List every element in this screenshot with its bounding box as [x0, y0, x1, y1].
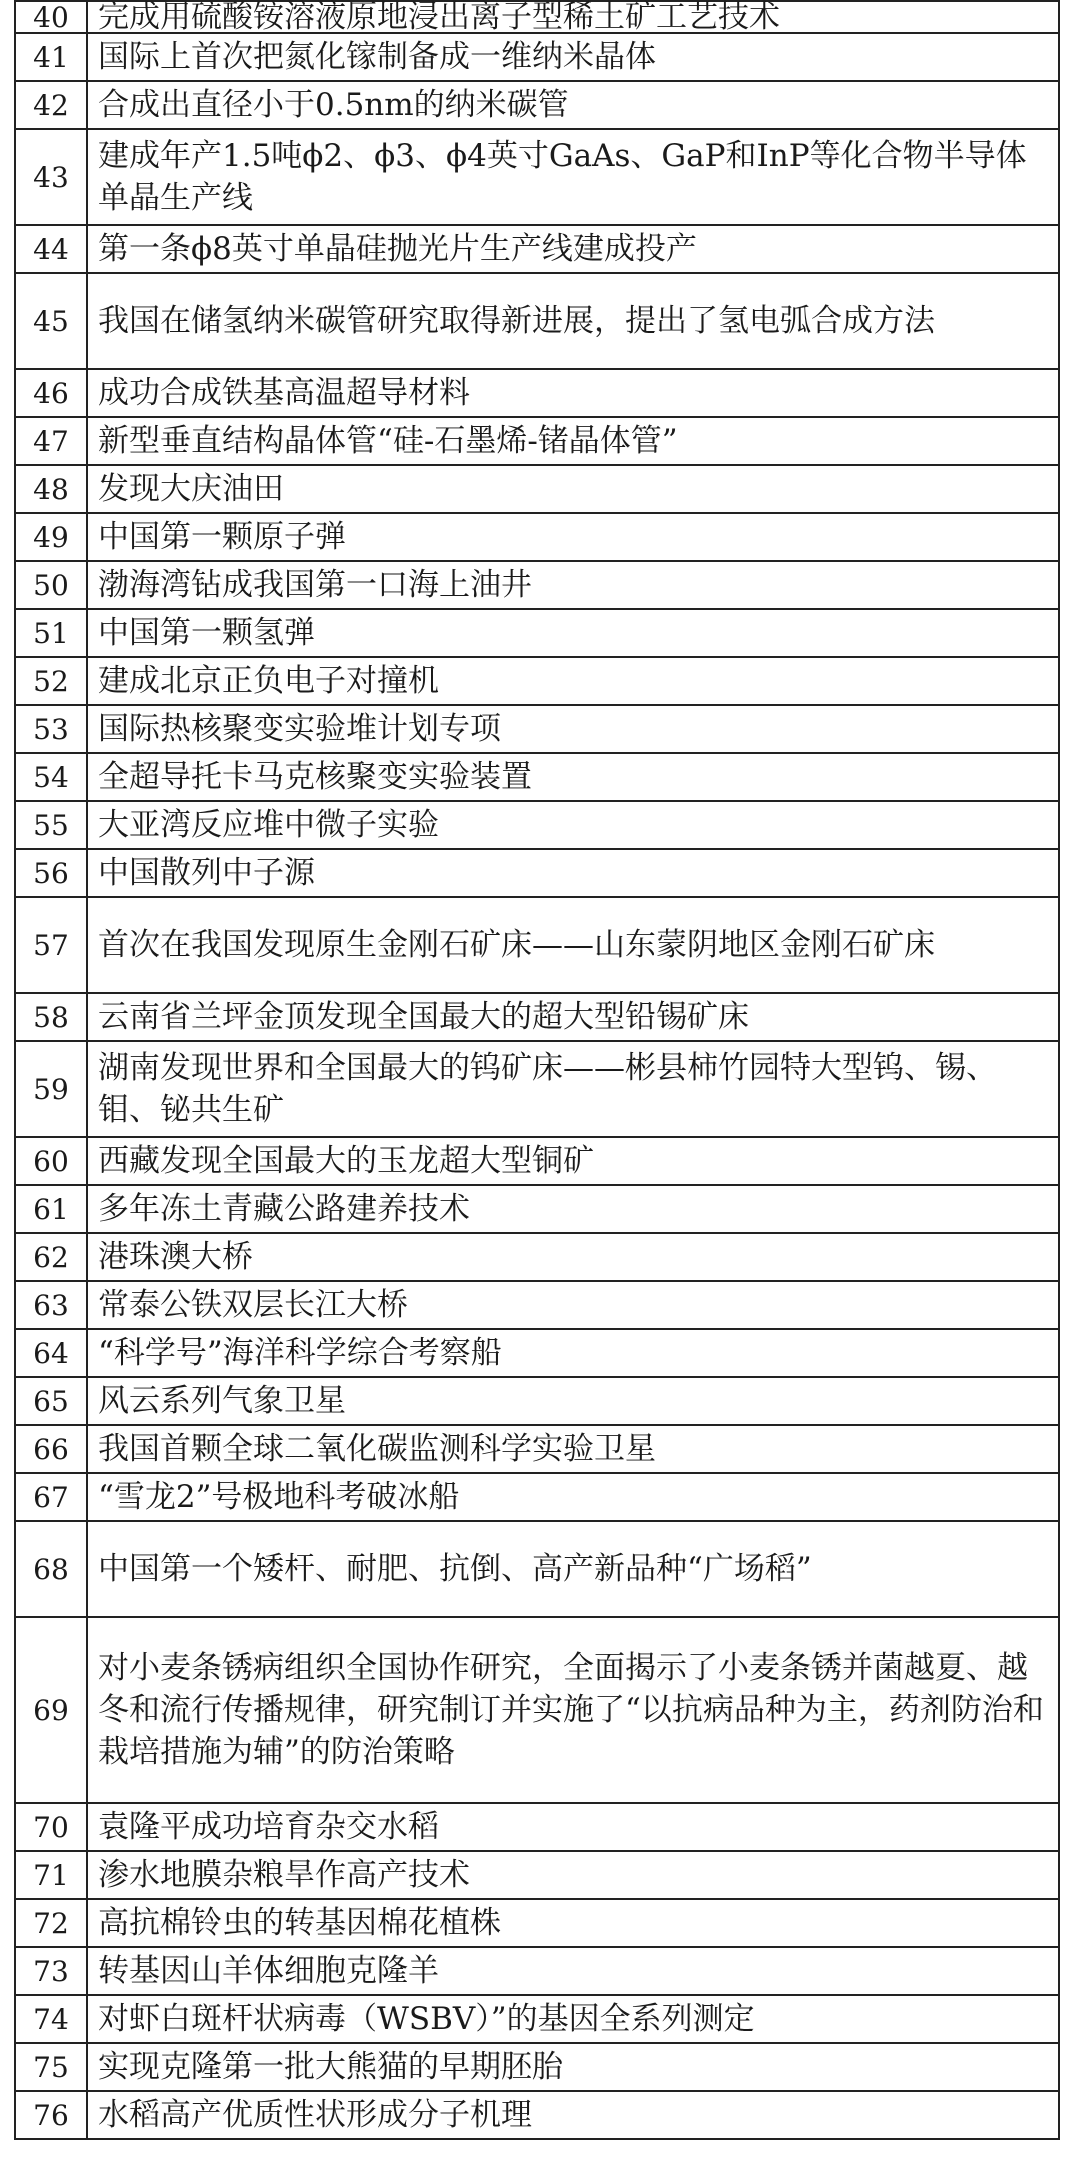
row-text: 水稻高产优质性状形成分子机理 — [88, 2092, 1060, 2138]
row-number: 72 — [14, 1900, 88, 1946]
row-text: 中国第一颗氢弹 — [88, 610, 1060, 656]
table-row — [14, 1472, 1060, 1520]
row-number: 65 — [14, 1378, 88, 1424]
row-number: 58 — [14, 994, 88, 1040]
row-number: 69 — [14, 1618, 88, 1802]
row-text: 合成出直径小于0.5nm的纳米碳管 — [88, 82, 1060, 128]
row-text: 实现克隆第一批大熊猫的早期胚胎 — [88, 2044, 1060, 2090]
table-row — [14, 1946, 1060, 1994]
row-text: 风云系列气象卫星 — [88, 1378, 1060, 1424]
row-number: 46 — [14, 370, 88, 416]
row-text: 渗水地膜杂粮旱作高产技术 — [88, 1852, 1060, 1898]
row-text: 建成北京正负电子对撞机 — [88, 658, 1060, 704]
row-number: 50 — [14, 562, 88, 608]
table-row — [14, 896, 1060, 992]
row-number: 40 — [14, 2, 88, 32]
row-text: 我国在储氢纳米碳管研究取得新进展，提出了氢电弧合成方法 — [88, 274, 1060, 368]
table-row — [14, 1994, 1060, 2042]
row-text: 中国第一个矮杆、耐肥、抗倒、高产新品种“广场稻” — [88, 1522, 1060, 1616]
row-number: 74 — [14, 1996, 88, 2042]
row-text: 全超导托卡马克核聚变实验装置 — [88, 754, 1060, 800]
table-row — [14, 1232, 1060, 1280]
row-text: 我国首颗全球二氧化碳监测科学实验卫星 — [88, 1426, 1060, 1472]
row-number: 52 — [14, 658, 88, 704]
table-row — [14, 464, 1060, 512]
table-row — [14, 1850, 1060, 1898]
table-row — [14, 992, 1060, 1040]
row-text: “雪龙2”号极地科考破冰船 — [88, 1474, 1060, 1520]
row-number: 49 — [14, 514, 88, 560]
row-text: 袁隆平成功培育杂交水稻 — [88, 1804, 1060, 1850]
row-number: 59 — [14, 1042, 88, 1136]
row-number: 48 — [14, 466, 88, 512]
row-text: 中国散列中子源 — [88, 850, 1060, 896]
table-row — [14, 1424, 1060, 1472]
row-number: 51 — [14, 610, 88, 656]
row-text: 对虾白斑杆状病毒（WSBV）”的基因全系列测定 — [88, 1996, 1060, 2042]
row-text: 港珠澳大桥 — [88, 1234, 1060, 1280]
table-row — [14, 848, 1060, 896]
row-number: 75 — [14, 2044, 88, 2090]
row-text: 渤海湾钻成我国第一口海上油井 — [88, 562, 1060, 608]
table-row — [14, 368, 1060, 416]
row-text: 完成用硫酸铵溶液原地浸出离子型稀土矿工艺技术 — [88, 2, 1060, 32]
table-row — [14, 1136, 1060, 1184]
table-row — [14, 2090, 1060, 2140]
row-text: 新型垂直结构晶体管“硅-石墨烯-锗晶体管” — [88, 418, 1060, 464]
row-number: 67 — [14, 1474, 88, 1520]
row-text: 成功合成铁基高温超导材料 — [88, 370, 1060, 416]
table-row — [14, 1184, 1060, 1232]
row-text: 多年冻土青藏公路建养技术 — [88, 1186, 1060, 1232]
row-number: 68 — [14, 1522, 88, 1616]
row-number: 44 — [14, 226, 88, 272]
row-number: 53 — [14, 706, 88, 752]
row-number: 63 — [14, 1282, 88, 1328]
row-number: 41 — [14, 34, 88, 80]
row-text: 国际上首次把氮化镓制备成一维纳米晶体 — [88, 34, 1060, 80]
table-row — [14, 512, 1060, 560]
row-number: 66 — [14, 1426, 88, 1472]
row-number: 42 — [14, 82, 88, 128]
table-row — [14, 224, 1060, 272]
row-number: 56 — [14, 850, 88, 896]
table-row — [14, 608, 1060, 656]
table-row — [14, 416, 1060, 464]
row-number: 70 — [14, 1804, 88, 1850]
row-text: 首次在我国发现原生金刚石矿床——山东蒙阴地区金刚石矿床 — [88, 898, 1060, 992]
table-row — [14, 1616, 1060, 1802]
row-text: 西藏发现全国最大的玉龙超大型铜矿 — [88, 1138, 1060, 1184]
table-row — [14, 0, 1060, 35]
row-number: 54 — [14, 754, 88, 800]
table-row — [14, 1898, 1060, 1946]
table-row — [14, 800, 1060, 848]
row-text: 中国第一颗原子弹 — [88, 514, 1060, 560]
table-row — [14, 1520, 1060, 1616]
table-row — [14, 704, 1060, 752]
row-text: 建成年产1.5吨ϕ2、ϕ3、ϕ4英寸GaAs、GaP和InP等化合物半导体单晶生产线 — [88, 130, 1060, 224]
table-row — [14, 1376, 1060, 1424]
table-row — [14, 1328, 1060, 1376]
table-row — [14, 752, 1060, 800]
row-number: 57 — [14, 898, 88, 992]
row-text: 湖南发现世界和全国最大的钨矿床——彬县柿竹园特大型钨、锡、钼、铋共生矿 — [88, 1042, 1060, 1136]
row-number: 61 — [14, 1186, 88, 1232]
row-text: 转基因山羊体细胞克隆羊 — [88, 1948, 1060, 1994]
table-row — [14, 2042, 1060, 2090]
row-text: 常泰公铁双层长江大桥 — [88, 1282, 1060, 1328]
table-row — [14, 560, 1060, 608]
row-text: 对小麦条锈病组织全国协作研究，全面揭示了小麦条锈并菌越夏、越冬和流行传播规律，研究制订并实施了“以抗病品种为主，药剂防治和栽培措施为辅”的防治策略 — [88, 1618, 1060, 1802]
row-number: 62 — [14, 1234, 88, 1280]
row-number: 73 — [14, 1948, 88, 1994]
row-number: 45 — [14, 274, 88, 368]
table-row — [14, 656, 1060, 704]
row-number: 55 — [14, 802, 88, 848]
row-text: 云南省兰坪金顶发现全国最大的超大型铅锡矿床 — [88, 994, 1060, 1040]
row-number: 47 — [14, 418, 88, 464]
row-text: 第一条ϕ8英寸单晶硅抛光片生产线建成投产 — [88, 226, 1060, 272]
row-number: 76 — [14, 2092, 88, 2138]
row-text: “科学号”海洋科学综合考察船 — [88, 1330, 1060, 1376]
row-number: 64 — [14, 1330, 88, 1376]
table-row — [14, 32, 1060, 80]
achievement-table — [14, 0, 1060, 2140]
table-row — [14, 80, 1060, 128]
table-row — [14, 1802, 1060, 1850]
table-row — [14, 272, 1060, 368]
table-row — [14, 128, 1060, 224]
row-number: 43 — [14, 130, 88, 224]
table-row — [14, 1280, 1060, 1328]
row-text: 高抗棉铃虫的转基因棉花植株 — [88, 1900, 1060, 1946]
row-number: 60 — [14, 1138, 88, 1184]
row-number: 71 — [14, 1852, 88, 1898]
row-text: 国际热核聚变实验堆计划专项 — [88, 706, 1060, 752]
row-text: 大亚湾反应堆中微子实验 — [88, 802, 1060, 848]
table-row — [14, 1040, 1060, 1136]
row-text: 发现大庆油田 — [88, 466, 1060, 512]
